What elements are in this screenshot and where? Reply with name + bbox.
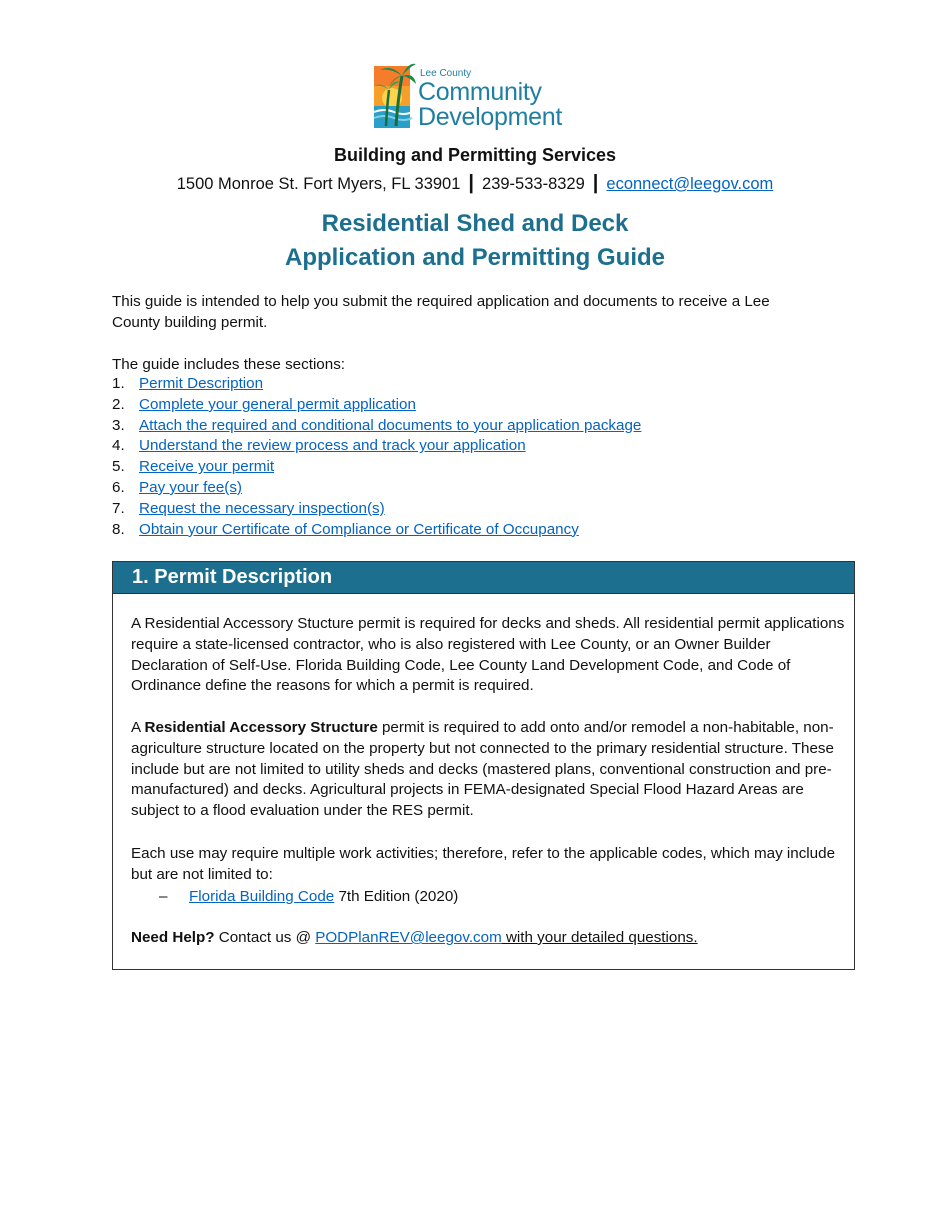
help-label: Need Help? <box>131 929 215 946</box>
email-link[interactable]: econnect@leegov.com <box>606 175 774 193</box>
department-heading: Building and Permitting Services <box>333 145 617 165</box>
florida-building-code-link[interactable]: Florida Building Code <box>189 888 335 905</box>
paragraph-codes: Each use may require multiple work activities; therefore, refer to the applicable codes, which may include but are not limited to: <box>131 845 836 883</box>
logo-county: Lee County <box>420 68 472 79</box>
phone: 239-533-8329 <box>482 175 585 193</box>
palm-tree-logo-icon <box>372 58 416 130</box>
toc-item: 8. Obtain your Certificate of Compliance or Certificate of Occupancy <box>112 520 579 538</box>
toc-item: 7. Request the necessary inspection(s) <box>112 499 385 517</box>
sections-intro: The guide includes these sections: <box>112 356 346 373</box>
paragraph-accessory-structure: A Residential Accessory Structure permit is required to add onto and/or remodel a non-habitable, non-agriculture structure located on the property but not connected to the primary residential structure. These include but are not limited to utility sheds and decks (mastered plans, conventional construction and pre-manufactured) and decks. Agricultural projects in FEMA-designated Special Flood Hazard Areas are subject to a flood evaluation under the RES permit. <box>131 719 834 820</box>
toc-item: 2. Complete your general permit application <box>112 395 416 413</box>
bold-term: Residential Accessory Structure <box>144 719 378 736</box>
toc-link[interactable]: Obtain your Certificate of Compliance or Certificate of Occupancy <box>139 520 579 538</box>
code-bullet: – Florida Building Code 7th Edition (2020) <box>159 888 459 905</box>
help-email-link[interactable]: PODPlanREV@leegov.com <box>315 929 502 946</box>
separator: | <box>468 172 475 194</box>
toc-link[interactable]: Understand the review process and track your application <box>139 437 526 455</box>
toc-link[interactable]: Permit Description <box>139 375 264 392</box>
toc-item: 3. Attach the required and conditional documents to your application package <box>112 416 642 434</box>
toc-link[interactable]: Request the necessary inspection(s) <box>139 499 385 517</box>
separator: | <box>592 172 599 194</box>
page-title-line2: Application and Permitting Guide <box>284 244 665 271</box>
toc-item: 6. Pay your fee(s) <box>112 478 242 496</box>
paragraph-permit-requirement: A Residential Accessory Stucture permit is required for decks and sheds. All residential permit applications require a state-licensed contractor, who is also registered with Lee County, or an Owner Builder Declaration of Self-Use. Florida Building Code, Lee County Land Development Code, and Code of Ordinance define the reasons for which a permit is required. <box>131 615 845 695</box>
toc-item: 1. Permit Description <box>112 375 264 392</box>
table-of-contents <box>112 374 641 540</box>
logo-line1: Community <box>418 78 542 106</box>
toc-link[interactable]: Attach the required and conditional documents to your application package <box>139 416 642 434</box>
community-development-logo <box>372 58 582 132</box>
toc-item: 5. Receive your permit <box>112 458 275 476</box>
address: 1500 Monroe St. Fort Myers, FL 33901 <box>176 175 461 193</box>
toc-link[interactable]: Complete your general permit application <box>139 395 416 413</box>
help-line: Need Help? Contact us @ PODPlanREV@leegov.com with your detailed questions. <box>131 929 698 946</box>
section-heading: 1. Permit Description <box>113 562 854 594</box>
toc-link[interactable]: Pay your fee(s) <box>139 478 242 496</box>
page-title-line1: Residential Shed and Deck <box>321 210 629 237</box>
intro-paragraph: This guide is intended to help you submit the required application and documents to receive a Lee County building permit. <box>112 293 770 331</box>
contact-line <box>0 172 950 195</box>
permit-description-section <box>112 561 855 970</box>
toc-item: 4. Understand the review process and track your application <box>112 437 526 455</box>
logo-line2: Development <box>418 103 563 131</box>
toc-link[interactable]: Receive your permit <box>139 458 275 476</box>
